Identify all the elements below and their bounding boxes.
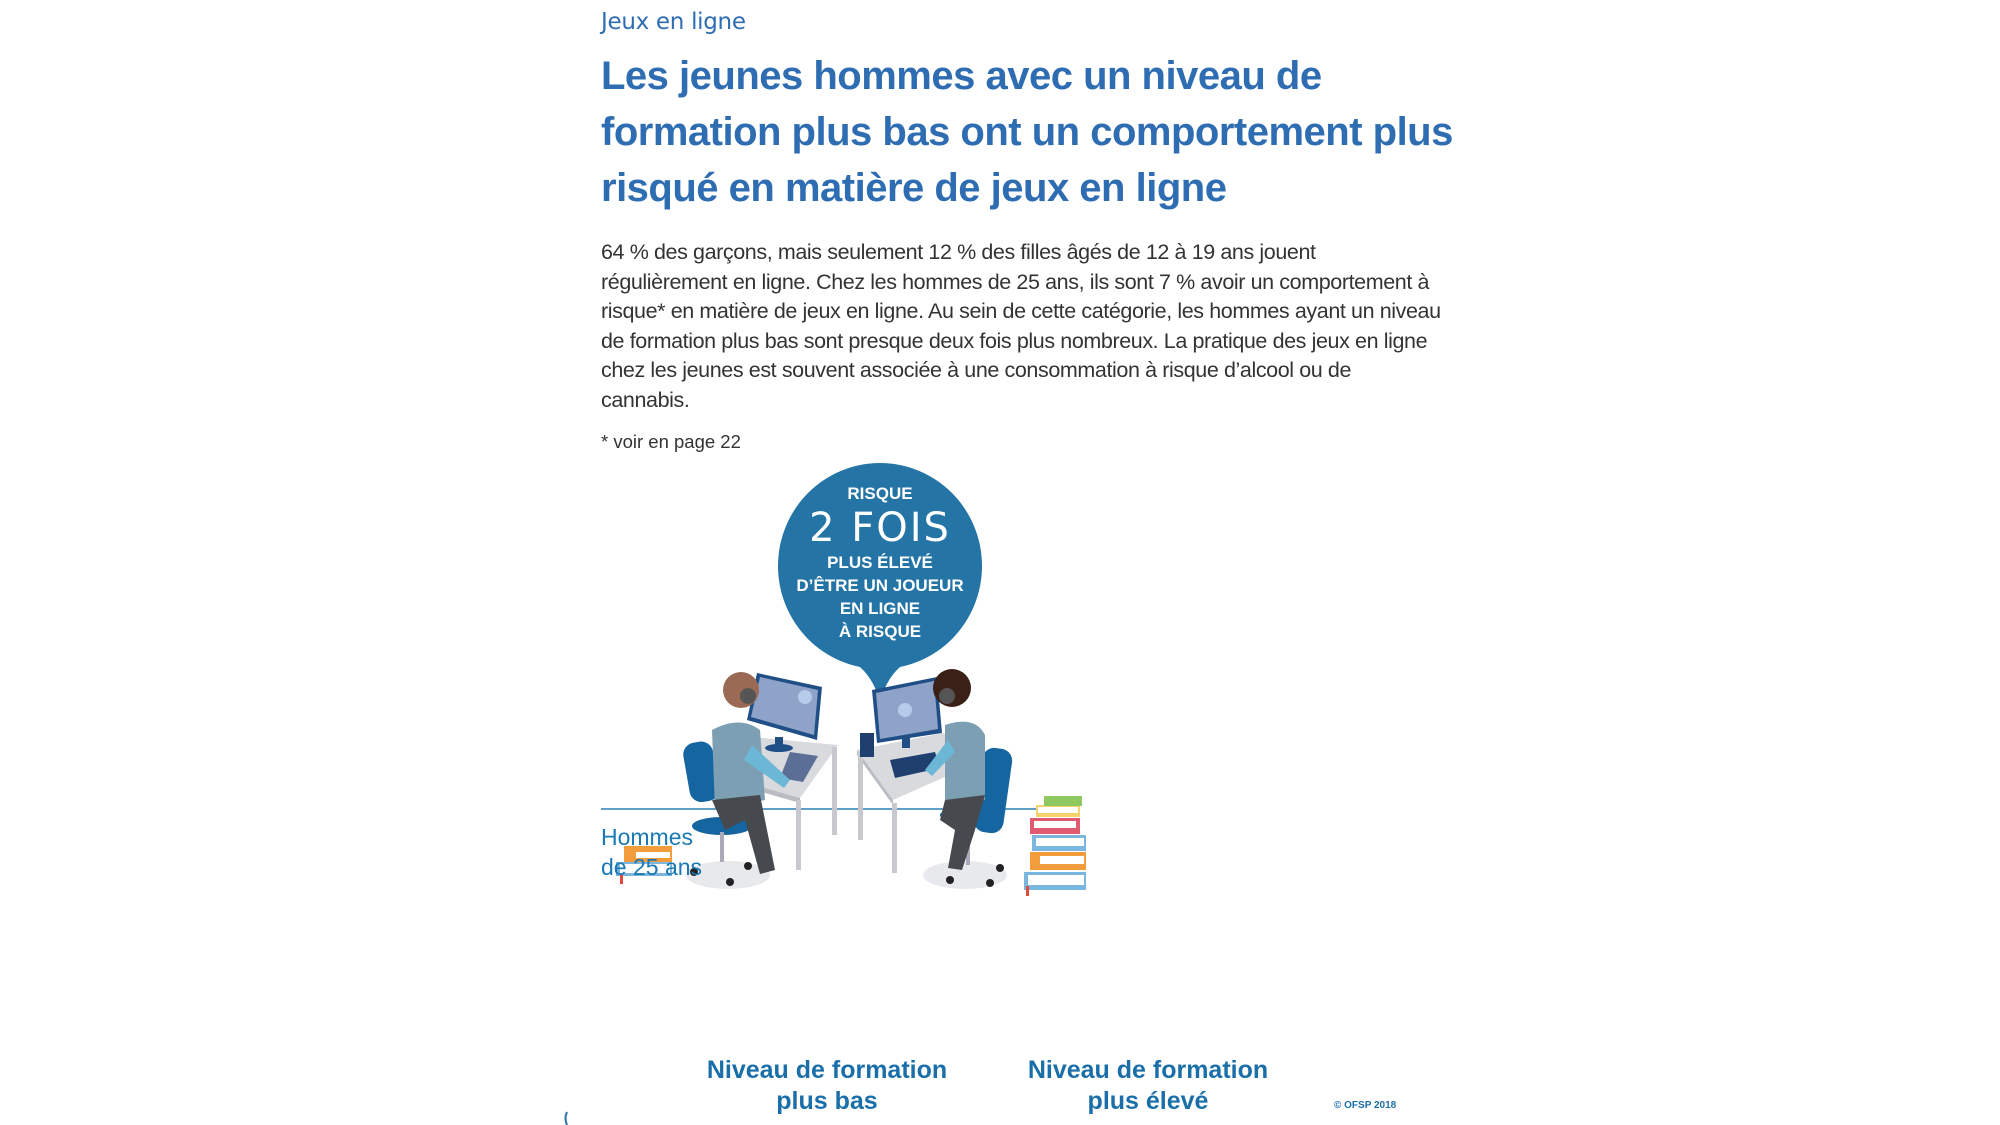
bubble-line-4: D’ÊTRE UN JOUEUR (796, 576, 964, 595)
level-label-lower (667, 1055, 987, 1117)
page-edge-mark (566, 1112, 568, 1125)
group-label-line-2: de 25 ans (601, 854, 703, 880)
gamer-higher-education (857, 669, 1014, 889)
group-label (601, 822, 702, 882)
page-title: Les jeunes hommes avec un niveau de formation plus bas ont un comportement plus risqué en matière de jeux en ligne (601, 54, 1453, 210)
bubble-line-6: À RISQUE (838, 622, 922, 641)
footnote: * voir en page 22 (601, 430, 741, 452)
level-higher-line-2: plus élevé (1087, 1087, 1209, 1115)
bubble-line-5: EN LIGNE (839, 599, 921, 618)
level-lower-line-2: plus bas (776, 1087, 878, 1115)
books-tall-stack-icon (1024, 796, 1086, 896)
section-label: Jeux en ligne (601, 9, 746, 35)
bubble-line-3: PLUS ÉLEVÉ (827, 553, 933, 572)
bubble-big-value: 2 FOIS (809, 505, 951, 551)
body-text: 64 % des garçons, mais seulement 12 % des filles âgés de 12 à 19 ans jouent régulièrement en ligne. Chez les hommes de 25 ans, ils sont 7 % avoir un comportement à risque* en matière de jeux en ligne. Au sein de cette catégorie, les hommes ayant un niveau de formation plus bas sont presque deux fois plus nombreux. La pratique des jeux en ligne chez les jeunes est souvent associée à une consommation à risque d’alcool ou de cannabis. (601, 240, 1441, 412)
bubble-line-1: RISQUE (847, 484, 913, 503)
copyright-credit: © OFSP 2018 (1334, 1100, 1397, 1111)
level-higher-line-1: Niveau de formation (1027, 1056, 1269, 1084)
gamer-lower-education (681, 672, 838, 889)
group-label-line-1: Hommes (601, 824, 694, 850)
level-label-higher (988, 1055, 1308, 1117)
risk-bubble-text (778, 482, 982, 643)
level-lower-line-1: Niveau de formation (706, 1056, 948, 1084)
